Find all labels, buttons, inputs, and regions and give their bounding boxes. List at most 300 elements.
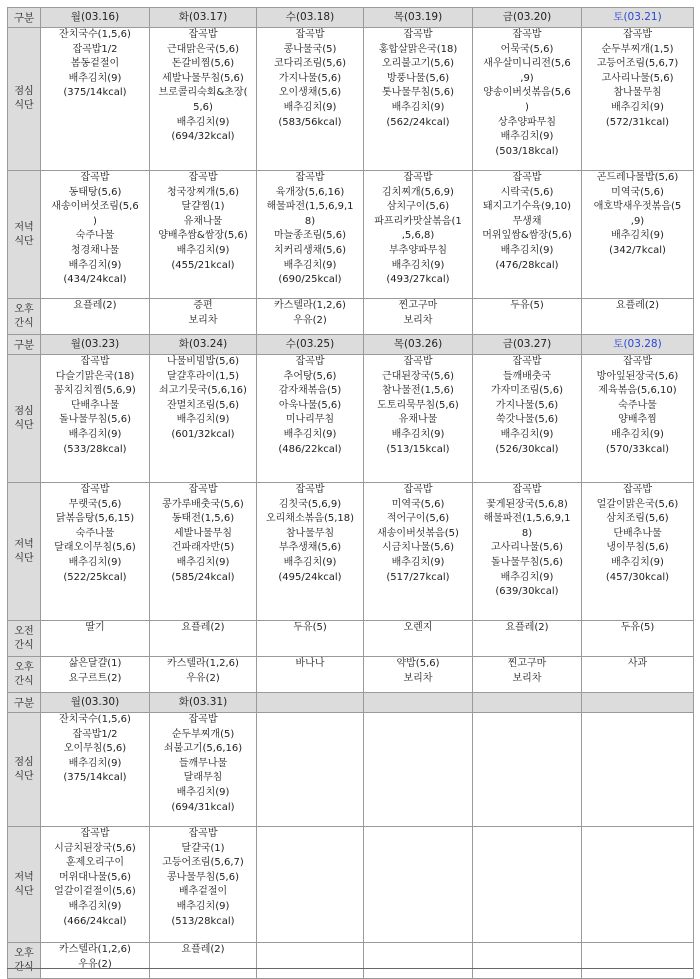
menu-cell (582, 171, 694, 299)
menu-item: 꽁치김치찜(5,6,9) (54, 385, 136, 397)
row-label (8, 943, 41, 979)
row-label-line: 점심 (14, 756, 34, 768)
menu-item: 방아잎된장국(5,6) (596, 370, 679, 382)
menu-item: (639/30kcal) (495, 586, 559, 598)
menu-item: 해물파전(1,5,6,9,1 (483, 513, 571, 525)
menu-item: 잡곡밥 (188, 172, 218, 183)
menu-item: (694/31kcal) (171, 801, 235, 813)
menu-item: 참나물무침 (613, 87, 662, 99)
day-header: 금(03.27) (473, 335, 582, 355)
afternoon-snack-row (8, 299, 694, 335)
menu-cell (364, 355, 473, 483)
menu-item: 삼치구이(5,6) (386, 201, 450, 213)
afternoon-snack-row (8, 943, 694, 979)
menu-item: 숙주나물 (75, 230, 115, 242)
menu-cell (582, 483, 694, 621)
menu-item: 카스텔라(1,2,6) (167, 658, 239, 669)
menu-item: (562/24kcal) (386, 116, 450, 128)
menu-item: 배추김치(9) (68, 72, 122, 84)
menu-item: 세발나물무침(5,6) (162, 72, 244, 84)
menu-item: 고등어조림(5,6,7) (596, 58, 679, 70)
menu-item: 쇠불고기(5,6,16) (163, 743, 243, 755)
menu-item: (342/7kcal) (609, 244, 666, 256)
menu-item: (526/30kcal) (495, 443, 559, 455)
menu-item: 머위대나물(5,6) (58, 871, 131, 883)
menu-cell (364, 621, 473, 657)
menu-item: ) (525, 101, 529, 113)
menu-item: (517/27kcal) (386, 571, 450, 583)
menu-item: 배추김치(9) (68, 428, 122, 440)
row-label-line: 간식 (14, 675, 34, 687)
menu-item: 시금치나물(5,6) (381, 542, 454, 554)
menu-item: 우유(2) (293, 314, 327, 326)
menu-cell (473, 299, 582, 335)
menu-item: 8) (521, 527, 533, 539)
menu-item: 김칫국(5,6,9) (278, 498, 342, 510)
menu-item: 어묵국(5,6) (500, 43, 554, 55)
menu-item: ,9) (520, 72, 534, 84)
header-row (8, 8, 694, 28)
row-label-line: 간식 (14, 961, 34, 973)
menu-item: 잡곡밥1/2 (72, 728, 118, 740)
menu-item: 배추김치(9) (391, 556, 445, 568)
menu-item: 애호박새우젓볶음(5 (593, 201, 682, 213)
menu-item: ,9) (630, 215, 645, 227)
menu-cell (41, 827, 150, 943)
menu-item: 배추김치(9) (176, 900, 230, 912)
menu-item: 청경채나물 (70, 244, 120, 256)
menu-item: 무랫국(5,6) (68, 498, 122, 510)
menu-cell (364, 713, 473, 827)
menu-item: 배추김치(9) (611, 556, 664, 568)
menu-item: 미역국(5,6) (611, 186, 664, 198)
menu-cell (364, 827, 473, 943)
menu-cell (257, 28, 364, 171)
menu-item: 쇠고기뭇국(5,6,16) (159, 385, 247, 397)
menu-cell (150, 28, 257, 171)
menu-cell (364, 943, 473, 979)
day-header: 화(03.31) (150, 693, 257, 713)
menu-cell (364, 657, 473, 693)
row-label (8, 713, 41, 827)
menu-item: 나물비빔밥(5,6) (166, 356, 239, 367)
menu-item: 단배추나물 (613, 527, 662, 539)
menu-item: 청국장찌개(5,6) (166, 186, 239, 198)
menu-cell (41, 299, 150, 335)
menu-item: 고등어조림(5,6,7) (162, 857, 244, 869)
menu-item: 우유(2) (186, 672, 220, 684)
menu-item: 유채나물 (398, 414, 438, 426)
menu-item: 미나리무침 (285, 414, 335, 426)
menu-cell (473, 621, 582, 657)
menu-item: 배추김치(9) (68, 900, 122, 912)
menu-cell (582, 657, 694, 693)
menu-item: 배추김치(9) (176, 786, 230, 798)
menu-item: (513/15kcal) (386, 443, 450, 455)
weekly-menu-table (7, 7, 694, 979)
menu-item: 쑥갓나물(5,6) (495, 414, 559, 426)
menu-item: 오리채소볶음(5,18) (265, 513, 355, 525)
menu-item: 배추김치(9) (611, 428, 664, 440)
menu-item: (466/24kcal) (63, 915, 127, 927)
menu-item: (522/25kcal) (63, 571, 127, 583)
menu-item: 훈제오리구이 (66, 857, 124, 869)
menu-item: 아욱나물(5,6) (278, 399, 342, 411)
menu-item: 배추겉절이 (178, 886, 228, 898)
menu-item: 잡곡밥 (80, 484, 110, 495)
row-label-line: 오전 (14, 625, 34, 637)
menu-item: 삼치조림(5,6) (606, 513, 669, 525)
day-header (257, 693, 364, 713)
menu-item: 유채나물 (183, 215, 223, 227)
menu-item: 돌나물무침(5,6) (490, 556, 563, 568)
menu-item: 들깨무나물 (178, 757, 228, 769)
menu-item: 잡곡밥 (188, 484, 218, 495)
menu-item: 딸기 (85, 622, 105, 633)
row-label-line: 식단 (14, 100, 34, 111)
menu-item: 배추김치(9) (391, 259, 445, 271)
menu-item: 콩가루배춧국(5,6) (162, 498, 244, 510)
menu-item: 잡곡밥 (623, 356, 652, 367)
menu-item: 배추김치(9) (176, 116, 230, 128)
menu-item: (375/14kcal) (63, 772, 127, 784)
menu-item: 돌나물무침(5,6) (58, 414, 131, 426)
menu-item: (690/25kcal) (278, 274, 342, 286)
menu-item: 보리차 (403, 672, 433, 684)
menu-item: 배추김치(9) (68, 556, 122, 568)
day-header: 수(03.25) (257, 335, 364, 355)
menu-item: 상추양파무침 (498, 116, 556, 128)
menu-item: 우유(2) (78, 958, 112, 970)
menu-item: (513/28kcal) (171, 915, 235, 927)
day-header: 목(03.26) (364, 335, 473, 355)
menu-item: (533/28kcal) (63, 443, 127, 455)
menu-item: (572/31kcal) (605, 116, 670, 128)
menu-item: 오이무침(5,6) (63, 743, 127, 755)
menu-item: 두유(5) (510, 300, 544, 311)
menu-item: 세발나물무침 (174, 527, 232, 539)
menu-cell (41, 171, 150, 299)
menu-cell (257, 657, 364, 693)
menu-item: 순두부찌개(1,5) (601, 43, 674, 55)
menu-cell (257, 943, 364, 979)
menu-item: (457/30kcal) (605, 571, 670, 583)
menu-item: 얼갈이맑은국(5,6) (596, 498, 679, 510)
menu-item: 카스텔라(1,2,6) (274, 300, 346, 311)
menu-item: 배추김치(9) (500, 244, 554, 256)
menu-cell (582, 943, 694, 979)
menu-cell (582, 355, 694, 483)
menu-item: 달걀찜(1) (181, 201, 225, 213)
menu-item: 시락국(5,6) (500, 186, 554, 198)
menu-item: 잡곡밥 (512, 29, 542, 40)
menu-item: 감자채볶음(5) (278, 385, 342, 397)
menu-item: 잡곡밥 (188, 29, 218, 40)
menu-cell (473, 657, 582, 693)
row-label (8, 28, 41, 171)
menu-item: 달걀국(1) (181, 842, 225, 854)
menu-item: 파프리카맛살볶음(1 (374, 215, 462, 227)
menu-item: 배추김치(9) (283, 259, 337, 271)
menu-item: 닭볶음탕(5,6,15) (55, 513, 135, 525)
menu-item: 잡곡밥 (295, 484, 325, 495)
row-label-line: 저녁 (14, 871, 34, 883)
menu-cell (150, 171, 257, 299)
menu-item: 배추김치(9) (611, 230, 664, 242)
menu-item: 참나물무침 (285, 527, 335, 539)
menu-item: 봄동겉절이 (70, 58, 120, 70)
menu-item: 돈갈비찜(5,6) (171, 58, 235, 70)
menu-cell (41, 657, 150, 693)
menu-item: 치커리생채(5,6) (273, 244, 346, 256)
menu-item: 양배추찜 (618, 414, 657, 426)
menu-item: 숙주나물 (75, 527, 115, 539)
menu-cell (582, 713, 694, 827)
lunch-row (8, 28, 694, 171)
lunch-row (8, 355, 694, 483)
menu-item: 요플레(2) (181, 622, 225, 633)
menu-item: 들깨배춧국 (502, 370, 552, 382)
menu-item: 방풍나물(5,6) (386, 72, 450, 84)
menu-item: (493/27kcal) (386, 274, 450, 286)
day-header: 월(03.16) (41, 8, 150, 28)
menu-item: 두유(5) (620, 622, 655, 633)
menu-item: 보리차 (188, 314, 218, 326)
menu-item: 배추김치(9) (176, 244, 230, 256)
menu-item: 부추양파무침 (389, 244, 447, 256)
day-header: 토(03.21) (582, 8, 694, 28)
day-header: 목(03.19) (364, 8, 473, 28)
menu-item: 요플레(2) (73, 300, 117, 311)
menu-cell (41, 355, 150, 483)
menu-cell (582, 299, 694, 335)
menu-item: 꽃게된장국(5,6,8) (486, 498, 568, 510)
menu-item: 잡곡밥 (188, 714, 218, 725)
menu-item: 잡곡밥1/2 (72, 43, 118, 55)
header-row (8, 335, 694, 355)
menu-item: 잡곡밥 (512, 172, 542, 183)
menu-cell (257, 355, 364, 483)
row-label-line: 저녁 (14, 221, 34, 233)
header-label: 구분 (8, 335, 41, 355)
menu-item: 추어탕(5,6) (283, 370, 337, 382)
menu-item: 톳나물무침(5,6) (381, 87, 454, 99)
menu-item: 숙주나물 (618, 399, 657, 411)
row-label-line: 식단 (14, 419, 34, 431)
dinner-row (8, 171, 694, 299)
menu-item: 다슬기맑은국(18) (55, 370, 135, 382)
menu-item: 부추생채(5,6) (278, 542, 342, 554)
menu-cell (473, 713, 582, 827)
row-label (8, 355, 41, 483)
row-label-line: 식단 (14, 235, 34, 247)
bottom-rule (7, 968, 693, 969)
menu-item: 잡곡밥 (80, 356, 110, 367)
row-label-line: 오후 (14, 947, 34, 959)
menu-item: 찐고구마 (507, 658, 547, 669)
menu-cell (473, 171, 582, 299)
menu-item: 육개장(5,6,16) (275, 186, 345, 198)
menu-item: (503/18kcal) (495, 145, 559, 157)
menu-item: 삶은달걀(1) (68, 658, 122, 669)
dinner-row (8, 483, 694, 621)
row-label (8, 483, 41, 621)
menu-item: (570/33kcal) (605, 443, 670, 455)
row-label (8, 827, 41, 943)
header-label: 구분 (8, 693, 41, 713)
menu-item: 가지나물(5,6) (495, 399, 559, 411)
day-header (473, 693, 582, 713)
menu-item: 잡곡밥 (295, 172, 325, 183)
menu-item: 브로콜리숙회&초장( (158, 87, 248, 99)
menu-item: 배추김치(9) (500, 571, 554, 583)
menu-item: 가지나물(5,6) (278, 72, 342, 84)
day-header: 토(03.28) (582, 335, 694, 355)
row-label-line: 간식 (14, 317, 34, 329)
menu-item: (585/24kcal) (171, 571, 235, 583)
row-label-line: 점심 (14, 405, 34, 417)
menu-item: 배추김치(9) (391, 101, 445, 113)
menu-item: 참나물전(1,5,6) (382, 385, 454, 397)
menu-item: 고사리나물(5,6) (601, 72, 674, 84)
menu-cell (364, 483, 473, 621)
menu-cell (150, 355, 257, 483)
menu-cell (150, 299, 257, 335)
menu-item: 잡곡밥 (295, 356, 325, 367)
menu-item: (434/24kcal) (63, 274, 127, 286)
menu-item: 사과 (627, 658, 648, 669)
menu-cell (257, 299, 364, 335)
menu-item: 잡곡밥 (403, 29, 433, 40)
menu-item: 배추김치(9) (500, 428, 554, 440)
menu-item: (455/21kcal) (171, 259, 235, 271)
menu-item: 새송이버섯조림(5,6 (51, 201, 139, 213)
menu-cell (473, 943, 582, 979)
menu-item: 잔멸치조림(5,6) (166, 399, 239, 411)
day-header (364, 693, 473, 713)
menu-cell (41, 28, 150, 171)
menu-item: 배추김치(9) (283, 428, 337, 440)
day-header: 금(03.20) (473, 8, 582, 28)
row-label-line: 오후 (14, 303, 34, 315)
menu-item: 약밥(5,6) (396, 658, 440, 669)
menu-item: 배추김치(9) (283, 101, 337, 113)
menu-item: 5,6) (193, 101, 213, 113)
menu-item: 잡곡밥 (403, 172, 433, 183)
menu-item: 보리차 (512, 672, 542, 684)
row-label (8, 621, 41, 657)
menu-item: 제육볶음(5,6,10) (598, 385, 677, 397)
menu-item: 잡곡밥 (188, 828, 218, 839)
afternoon-snack-row (8, 657, 694, 693)
menu-item: 동태전(1,5,6) (171, 513, 235, 525)
menu-cell (257, 827, 364, 943)
menu-item: 순두부찌개(5) (171, 728, 235, 740)
menu-item: ) (93, 215, 97, 227)
menu-item: 머위잎쌈&쌈장(5,6) (482, 230, 572, 242)
menu-cell (257, 171, 364, 299)
row-label-line: 점심 (14, 86, 34, 97)
day-header: 월(03.30) (41, 693, 150, 713)
menu-item: 배추김치(9) (176, 414, 230, 426)
menu-cell (473, 355, 582, 483)
menu-item: 오이생채(5,6) (278, 87, 342, 99)
menu-item: 8) (304, 215, 316, 227)
menu-item: 잡곡밥 (403, 484, 433, 495)
menu-item: (476/28kcal) (495, 259, 559, 271)
menu-item: 오리불고기(5,6) (381, 58, 454, 70)
day-header: 월(03.23) (41, 335, 150, 355)
menu-item: 콩나물국(5) (283, 43, 337, 55)
row-label (8, 299, 41, 335)
menu-item: 잡곡밥 (80, 172, 110, 183)
menu-cell (150, 657, 257, 693)
menu-item: 요플레(2) (615, 300, 660, 311)
menu-item: 배추김치(9) (611, 101, 664, 113)
row-label (8, 657, 41, 693)
menu-item: 잡곡밥 (512, 484, 542, 495)
menu-item: 카스텔라(1,2,6) (59, 944, 131, 955)
row-label-line: 오후 (14, 661, 34, 673)
menu-cell (150, 943, 257, 979)
menu-item: (375/14kcal) (63, 87, 127, 99)
menu-item: 동태탕(5,6) (68, 186, 122, 198)
menu-item: 고사리나물(5,6) (490, 542, 563, 554)
menu-cell (364, 299, 473, 335)
menu-item: (694/32kcal) (171, 131, 235, 143)
menu-item: 홍합살맑은국(18) (378, 43, 458, 55)
menu-item: 달래오이무침(5,6) (54, 542, 136, 554)
day-header: 수(03.18) (257, 8, 364, 28)
menu-item: 요구르트(2) (68, 672, 122, 684)
menu-item: 곤드레나물밥(5,6) (596, 172, 679, 183)
menu-cell (150, 621, 257, 657)
day-header: 화(03.17) (150, 8, 257, 28)
menu-cell (582, 621, 694, 657)
day-header: 화(03.24) (150, 335, 257, 355)
menu-item: 시금치된장국(5,6) (54, 842, 136, 854)
menu-item: 달래무침 (183, 772, 223, 784)
menu-item: 도토리묵무침(5,6) (377, 399, 459, 411)
menu-item: 배추김치(9) (500, 131, 554, 143)
menu-item: 해물파전(1,5,6,9,1 (266, 201, 354, 213)
dinner-row (8, 827, 694, 943)
menu-item: 보리차 (403, 314, 433, 326)
menu-item: 달걀후라이(1,5) (166, 370, 239, 382)
menu-cell (364, 171, 473, 299)
menu-item: 배추김치(9) (68, 757, 122, 769)
menu-item: 마늘종조림(5,6) (273, 230, 346, 242)
menu-item: 잔치국수(1,5,6) (59, 29, 131, 40)
menu-cell (582, 28, 694, 171)
lunch-row (8, 713, 694, 827)
menu-item: 얼갈이겉절이(5,6) (54, 886, 136, 898)
menu-item: 잡곡밥 (295, 29, 325, 40)
menu-cell (473, 28, 582, 171)
menu-item: 김치찌개(5,6,9) (382, 186, 454, 198)
row-label-line: 식단 (14, 552, 34, 564)
menu-item: 배추김치(9) (391, 428, 445, 440)
menu-item: 양배추쌈&쌈장(5,6) (158, 230, 248, 242)
menu-item: 건파래자반(5) (171, 542, 235, 554)
menu-item: 요플레(2) (181, 944, 225, 955)
menu-cell (41, 713, 150, 827)
menu-item: 양송이버섯볶음(5,6 (483, 87, 571, 99)
menu-item: 미역국(5,6) (391, 498, 445, 510)
menu-item: 바나나 (295, 658, 325, 669)
row-label-line: 저녁 (14, 538, 34, 550)
row-label-line: 식단 (14, 770, 34, 782)
